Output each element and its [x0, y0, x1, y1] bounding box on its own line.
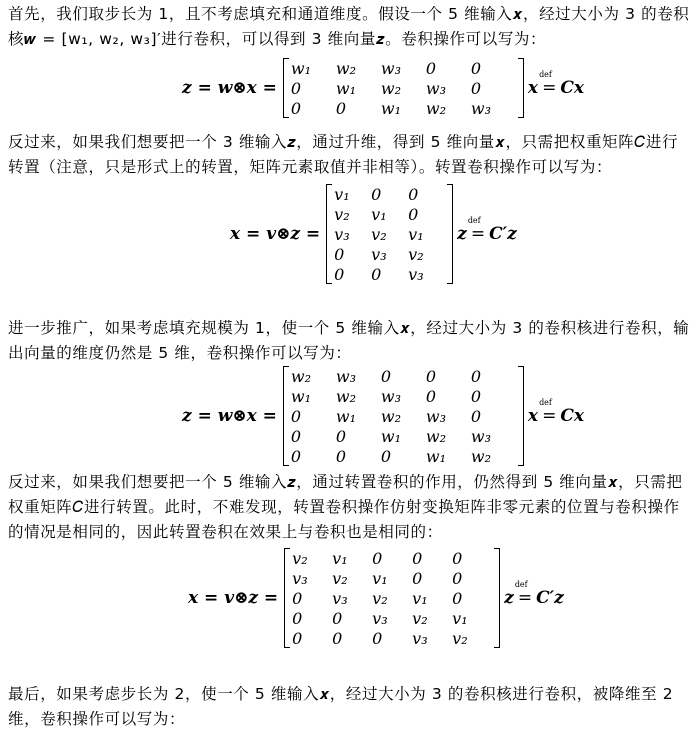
matrix-cell: v₂	[334, 204, 350, 224]
matrix-cell: v₂	[408, 244, 424, 264]
eq3-def-label: def	[539, 398, 552, 407]
eq4-rhs-result: C′z	[536, 588, 564, 608]
equation-4	[188, 548, 564, 648]
matrix-cell: 0	[335, 98, 347, 118]
matrix-cell: w₁	[335, 406, 357, 426]
matrix-cell: 0	[470, 58, 482, 78]
matrix-cell: 0	[425, 366, 437, 386]
eq3-rhs: x = def Cx	[527, 398, 584, 426]
matrix-cell: 0	[412, 568, 423, 588]
eq3-matrix	[283, 366, 524, 466]
matrix-cell: w₂	[425, 98, 447, 118]
matrix-row	[291, 366, 516, 386]
eq4-rhs-var: z	[504, 588, 514, 608]
matrix-cell: v₂	[372, 588, 388, 608]
matrix-cell: 0	[335, 446, 347, 466]
matrix-cell: 0	[425, 58, 437, 78]
matrix-cell: w₃	[335, 366, 357, 386]
matrix-cell: 0	[372, 628, 383, 648]
matrix-row	[292, 628, 492, 648]
matrix-row	[291, 446, 516, 466]
matrix-cell: w₁	[380, 426, 402, 446]
matrix-cell: 0	[470, 386, 482, 406]
matrix-cell: 0	[334, 244, 345, 264]
matrix-row	[292, 548, 492, 568]
matrix-cell: 0	[371, 184, 382, 204]
eq4-rhs: z = def C′z	[504, 580, 564, 608]
matrix-cell: v₃	[372, 608, 388, 628]
matrix-cell: v₁	[334, 184, 350, 204]
matrix-cell: v₁	[371, 204, 387, 224]
matrix-cell: 0	[371, 264, 382, 284]
matrix-cell: 0	[290, 98, 302, 118]
matrix-row	[291, 98, 516, 118]
matrix-cell: w₃	[470, 426, 492, 446]
eq2-lhs: x = v⊗z =	[230, 224, 321, 244]
matrix-cell: 0	[380, 366, 392, 386]
matrix-row	[291, 426, 516, 446]
matrix-row	[291, 406, 516, 426]
matrix-cell: 0	[412, 548, 423, 568]
matrix-cell: 0	[372, 548, 383, 568]
matrix-cell: v₃	[332, 588, 348, 608]
eq1-rhs: x = def Cx	[527, 70, 584, 98]
matrix-cell: 0	[470, 406, 482, 426]
matrix-cell: v₁	[412, 588, 428, 608]
matrix-cell: 0	[452, 548, 463, 568]
matrix-cell: 0	[425, 386, 437, 406]
matrix-row	[291, 58, 516, 78]
matrix-row	[292, 568, 492, 588]
matrix-cell: 0	[290, 446, 302, 466]
matrix-cell: 0	[292, 608, 303, 628]
matrix-cell: w₃	[470, 98, 492, 118]
eq2-def-label: def	[467, 216, 481, 225]
matrix-cell: w₂	[380, 78, 402, 98]
matrix-cell: 0	[452, 568, 463, 588]
matrix-cell: w₂	[470, 446, 492, 466]
matrix-cell: v₃	[334, 224, 350, 244]
eq1-matrix	[283, 58, 524, 118]
eq2-rhs-var: z	[457, 224, 467, 244]
matrix-cell: 0	[332, 608, 343, 628]
paragraph-2: 反过来，如果我们想要把一个 3 维输入𝒛，通过升维，得到 5 维向量𝒙，只需把权重矩阵𝐶进行转置（注意，只是形式上的转置，矩阵元素取值并非相等）。转置卷积操作可以写为：	[8, 133, 679, 176]
matrix-cell: w₃	[380, 386, 402, 406]
matrix-row	[334, 244, 445, 264]
matrix-cell: v₂	[412, 608, 428, 628]
matrix-cell: 0	[452, 588, 463, 608]
matrix-cell: 0	[408, 204, 419, 224]
matrix-cell: w₁	[425, 446, 447, 466]
matrix-cell: w₂	[425, 426, 447, 446]
matrix-cell: 0	[290, 78, 302, 98]
paragraph-3: 进一步推广，如果考虑填充规模为 1，使一个 5 维输入𝒙，经过大小为 3 的卷积核进行卷积，输出向量的维度仍然是 5 维，卷积操作可以写为：	[8, 319, 690, 362]
matrix-cell: v₁	[452, 608, 468, 628]
equation-1	[182, 58, 584, 118]
matrix-row	[334, 184, 445, 204]
eq1-rhs-result: Cx	[560, 78, 584, 98]
matrix-cell: 0	[292, 628, 303, 648]
paragraph-1: 首先，我们取步长为 1，且不考虑填充和通道维度。假设一个 5 维输入𝒙，经过大小为 3 的卷积核𝒘 = [w₁, w₂, w₃]′进行卷积，可以得到 3 维向量𝒛。卷积操作可以写为：	[8, 5, 690, 48]
eq1-def-label: def	[539, 70, 552, 79]
matrix-cell: w₂	[335, 58, 357, 78]
matrix-cell: 0	[290, 426, 302, 446]
matrix-cell: w₁	[380, 98, 402, 118]
eq1-lhs: z = w⊗x =	[182, 78, 277, 98]
matrix-cell: w₃	[425, 406, 447, 426]
eq1-rhs-var: x	[527, 78, 539, 98]
eq4-matrix	[284, 548, 500, 648]
matrix-cell: 0	[470, 78, 482, 98]
eq4-def-label: def	[514, 580, 528, 589]
matrix-row	[334, 264, 445, 284]
matrix-row	[334, 204, 445, 224]
matrix-cell: v₂	[371, 224, 387, 244]
matrix-cell: 0	[292, 588, 303, 608]
matrix-row	[291, 78, 516, 98]
eq3-rhs-result: Cx	[560, 406, 584, 426]
equation-2	[230, 184, 517, 284]
matrix-cell: w₁	[290, 58, 312, 78]
eq3-rhs-var: x	[527, 406, 539, 426]
matrix-cell: w₁	[290, 386, 312, 406]
eq2-rhs-result: C′z	[489, 224, 517, 244]
matrix-cell: v₃	[371, 244, 387, 264]
matrix-cell: w₃	[380, 58, 402, 78]
matrix-cell: v₂	[292, 548, 308, 568]
matrix-cell: v₁	[408, 224, 424, 244]
matrix-cell: w₁	[335, 78, 357, 98]
eq4-lhs: x = v⊗z =	[188, 588, 279, 608]
eq3-lhs: z = w⊗x =	[182, 406, 277, 426]
matrix-row	[292, 608, 492, 628]
matrix-cell: w₃	[425, 78, 447, 98]
matrix-cell: v₃	[408, 264, 424, 284]
matrix-row	[334, 224, 445, 244]
paragraph-5: 最后，如果考虑步长为 2，使一个 5 维输入𝒙，经过大小为 3 的卷积核进行卷积，被降维至 2 维，卷积操作可以写为：	[8, 685, 674, 728]
eq2-rhs: z = def C′z	[457, 216, 517, 244]
matrix-cell: 0	[380, 446, 392, 466]
matrix-cell: 0	[334, 264, 345, 284]
matrix-cell: v₁	[372, 568, 388, 588]
matrix-cell: 0	[332, 628, 343, 648]
matrix-cell: v₃	[412, 628, 428, 648]
matrix-cell: 0	[335, 426, 347, 446]
matrix-cell: 0	[290, 406, 302, 426]
matrix-row	[291, 386, 516, 406]
matrix-cell: v₃	[292, 568, 308, 588]
matrix-cell: v₂	[332, 568, 348, 588]
matrix-cell: w₂	[335, 386, 357, 406]
matrix-cell: w₂	[380, 406, 402, 426]
paragraph-4: 反过来，如果我们想要把一个 5 维输入𝒛，通过转置卷积的作用，仍然得到 5 维向量𝒙，只需把权重矩阵𝐶进行转置。此时，不难发现，转置卷积操作仿射变换矩阵非零元素的位置与卷积操作的情况是相同的，因此转置卷积在效果上与卷积也是相同的：	[8, 473, 683, 541]
matrix-row	[292, 588, 492, 608]
matrix-cell: 0	[408, 184, 419, 204]
equation-3	[182, 366, 584, 466]
matrix-cell: v₂	[452, 628, 468, 648]
matrix-cell: 0	[470, 366, 482, 386]
matrix-cell: v₁	[332, 548, 348, 568]
eq2-matrix	[326, 184, 453, 284]
matrix-cell: w₂	[290, 366, 312, 386]
